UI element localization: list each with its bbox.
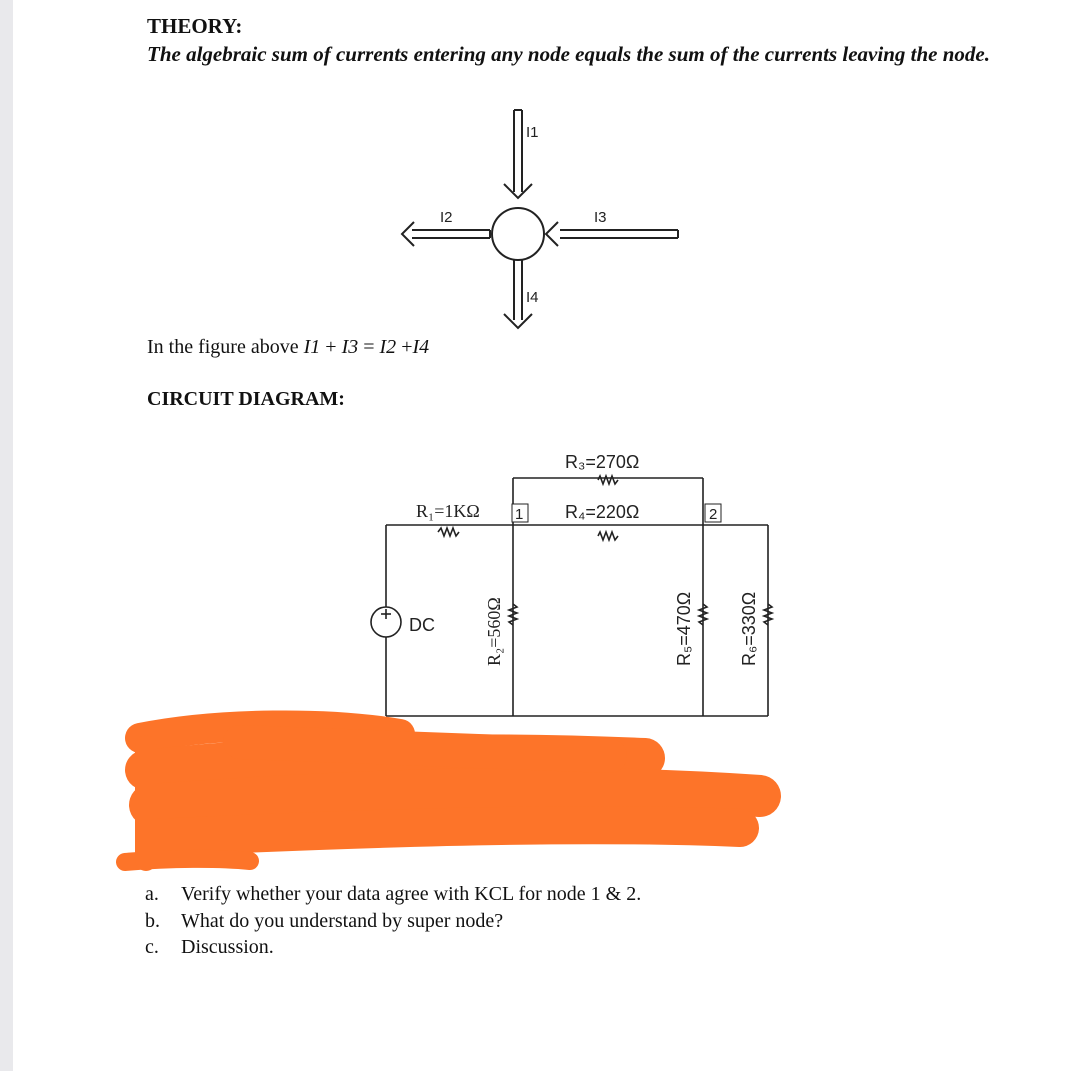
r1-label: R₁=1KΩ (416, 501, 480, 521)
r3-label: R₃=270Ω (565, 452, 640, 472)
node-circle (492, 208, 544, 260)
kcl-equation: In the figure above I1 + I3 = I2 +I4 (147, 336, 430, 358)
circuit-diagram-heading: CIRCUIT DIAGRAM: (147, 388, 345, 410)
r1-symbol (438, 528, 459, 536)
questions-list (145, 881, 641, 961)
r6-label: R₆=330Ω (739, 591, 759, 666)
r4-symbol (598, 532, 618, 540)
r5-label: R₅=470Ω (674, 591, 694, 666)
theory-statement: The algebraic sum of currents entering any node equals the sum of the currents leaving the node. (147, 42, 990, 66)
label-i3: I3 (594, 209, 607, 226)
question-item (145, 934, 641, 961)
page-margin-strip (0, 0, 13, 1071)
node1-label: 1 (515, 506, 524, 523)
dc-source-label: DC (409, 615, 435, 635)
r4-label: R₄=220Ω (565, 502, 640, 522)
question-marker: b. (145, 909, 160, 932)
circuit-diagram (360, 440, 790, 730)
redaction-scribble (110, 710, 790, 890)
label-i1: I1 (526, 124, 539, 141)
question-marker: c. (145, 936, 159, 958)
question-item (145, 881, 641, 908)
question-item (145, 908, 641, 935)
question-text: Discussion. (181, 936, 274, 958)
r2-label: R₂=560Ω (484, 597, 504, 666)
label-i4: I4 (526, 289, 539, 306)
label-i2: I2 (440, 209, 453, 226)
question-text: Verify whether your data agree with KCL for node 1 & 2. (181, 883, 642, 905)
i3-arrow (546, 222, 678, 246)
question-text: What do you understand by super node? (181, 909, 504, 932)
theory-heading: THEORY: (147, 14, 243, 38)
node2-label: 2 (709, 506, 718, 523)
question-marker: a. (145, 883, 159, 905)
kcl-node-figure (380, 100, 700, 340)
